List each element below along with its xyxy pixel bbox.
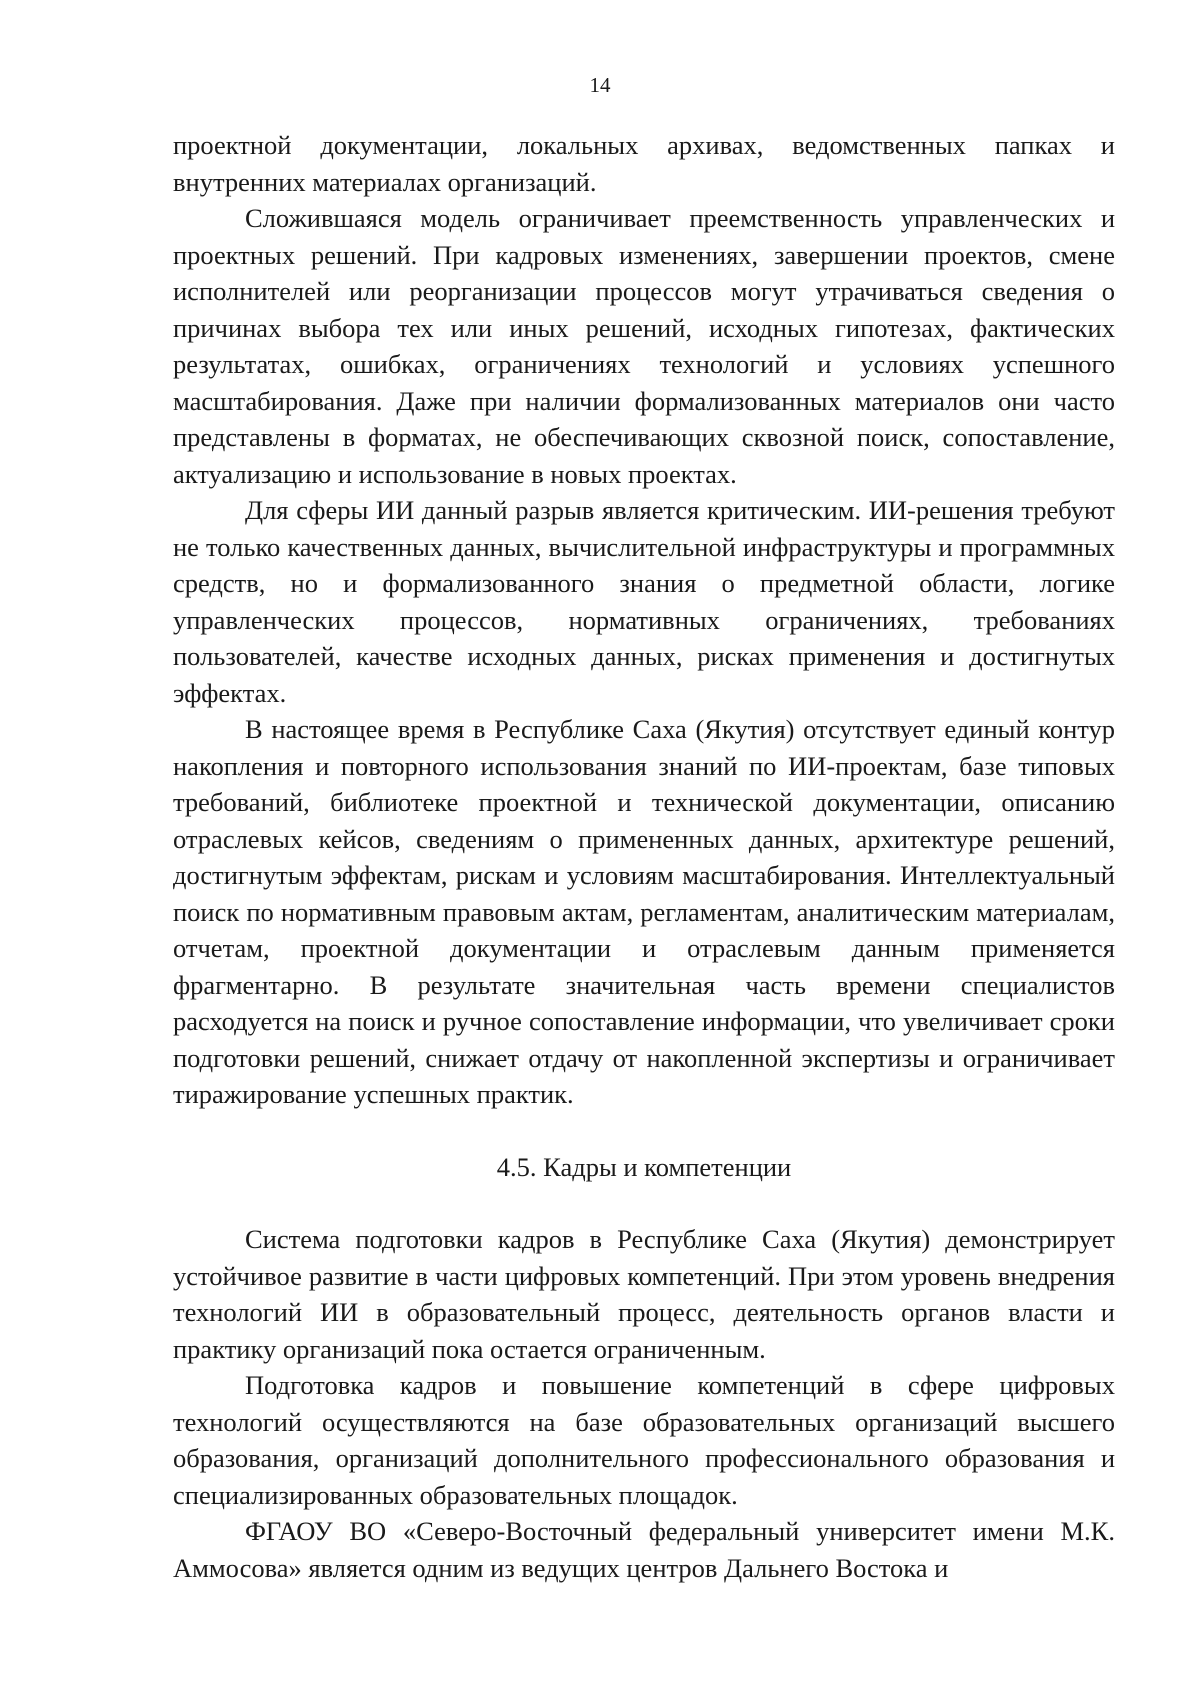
section-heading: 4.5. Кадры и компетенции <box>496 1151 792 1182</box>
paragraph: Сложившаяся модель ограничивает преемственность управленческих и проектных решений. При кадровых изменениях, завершении проектов, смене исполнителей или реорганизации процессов могут утрачиваться сведения о причинах выбора тех или иных решений, исходных гипотезах, фактических результатах, ошибках, ограничениях технологий и условиях успешного масштабирования. Даже при наличии формализованных материалов они часто представлены в форматах, не обеспечивающих сквозной поиск, сопоставление, актуализацию и использование в новых проектах. <box>173 203 1115 489</box>
page-number: 14 <box>589 73 611 97</box>
paragraph: ФГАОУ ВО «Северо-Восточный федеральный университет имени М.К. Аммосова» является одним из ведущих центров Дальнего Востока и <box>173 1516 1115 1583</box>
paragraph: Для сферы ИИ данный разрыв является критическим. ИИ-решения требуют не только качественных данных, вычислительной инфраструктуры и программных средств, но и формализованного знания о предметной области, логике управленческих процессов, нормативных ограничениях, требованиях пользователей, качестве исходных данных, рисках применения и достигнутых эффектах. <box>173 495 1115 708</box>
paragraph: Подготовка кадров и повышение компетенций в сфере цифровых технологий осуществляются на базе образовательных организаций высшего образования, организаций дополнительного профессионального образования и специализированных образовательных площадок. <box>173 1370 1115 1510</box>
paragraph: В настоящее время в Республике Саха (Якутия) отсутствует единый контур накопления и повторного использования знаний по ИИ-проектам, базе типовых требований, библиотеке проектной и технической документации, описанию отраслевых кейсов, сведениям о примененных данных, архитектуре решений, достигнутым эффектам, рискам и условиям масштабирования. Интеллектуальный поиск по нормативным правовым актам, регламентам, аналитическим материалам, отчетам, проектной документации и отраслевым данным применяется фрагментарно. В результате значительная часть времени специалистов расходуется на поиск и ручное сопоставление информации, что увеличивает сроки подготовки решений, снижает отдачу от накопленной экспертизы и ограничивает тиражирование успешных практик. <box>173 714 1115 1109</box>
paragraph-continued: проектной документации, локальных архивах, ведомственных папках и внутренних материалах организаций. <box>173 130 1115 197</box>
page-body <box>173 127 1115 1586</box>
paragraph: Система подготовки кадров в Республике Саха (Якутия) демонстрирует устойчивое развитие в части цифровых компетенций. При этом уровень внедрения технологий ИИ в образовательный процесс, деятельность органов власти и практику организаций пока остается ограниченным. <box>173 1224 1115 1364</box>
